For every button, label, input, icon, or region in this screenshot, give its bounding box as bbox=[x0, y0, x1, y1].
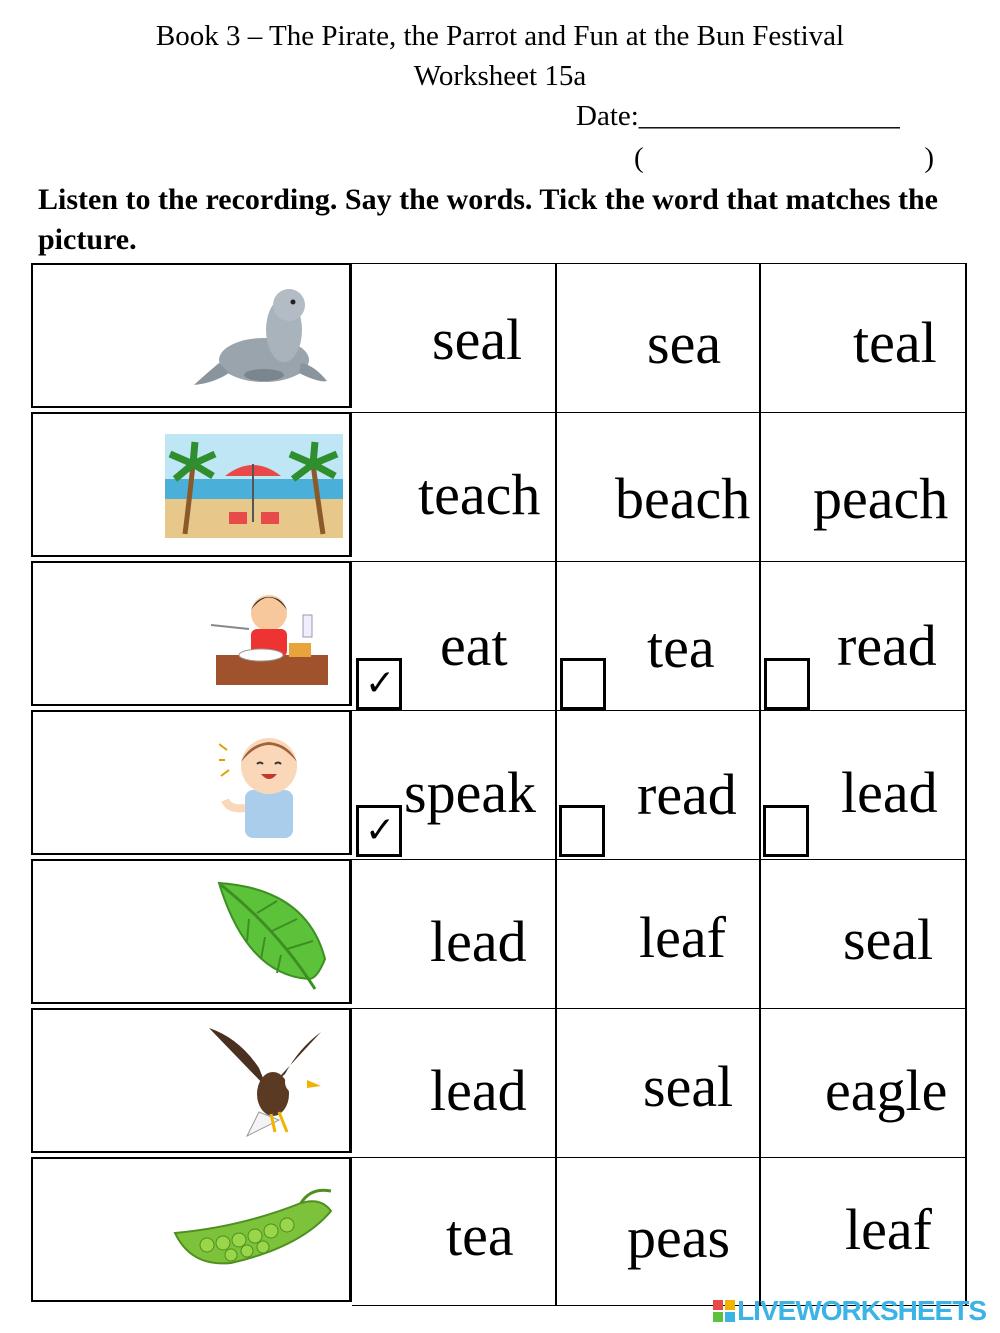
word-option[interactable]: read bbox=[637, 762, 737, 827]
date-field[interactable]: Date:__________________ bbox=[576, 100, 900, 132]
word-cell[interactable] bbox=[761, 263, 967, 412]
word-cell[interactable] bbox=[557, 710, 761, 859]
word-cell[interactable] bbox=[352, 1008, 557, 1157]
boy-speaking-picture bbox=[31, 710, 352, 855]
boy-eating-picture bbox=[31, 561, 352, 706]
grid-row bbox=[31, 1008, 969, 1157]
peas-icon bbox=[171, 1187, 339, 1273]
leaf-icon bbox=[217, 879, 327, 995]
grid-row bbox=[31, 561, 969, 710]
word-option[interactable]: leaf bbox=[639, 905, 726, 970]
word-cell[interactable] bbox=[352, 859, 557, 1008]
grid-row bbox=[31, 263, 969, 412]
boy-eating-icon bbox=[211, 585, 331, 689]
leaf-picture bbox=[31, 859, 352, 1004]
liveworksheets-watermark bbox=[713, 1295, 986, 1327]
word-cell[interactable] bbox=[761, 1157, 967, 1306]
grid-row bbox=[31, 859, 969, 1008]
word-cell[interactable] bbox=[557, 263, 761, 412]
instructions: Listen to the recording. Say the words. Tick the word that matches the picture. bbox=[38, 183, 938, 256]
tick-mark: ✓ bbox=[365, 810, 396, 851]
word-option[interactable]: lead bbox=[841, 760, 938, 825]
word-option[interactable]: eat bbox=[440, 613, 508, 678]
word-cell[interactable] bbox=[352, 561, 557, 710]
paren-open: ( bbox=[634, 142, 644, 174]
word-option[interactable]: seal bbox=[643, 1054, 734, 1119]
word-option[interactable]: sea bbox=[647, 311, 722, 376]
eagle-picture bbox=[31, 1008, 352, 1153]
seal-icon bbox=[189, 285, 329, 395]
word-cell[interactable] bbox=[761, 1008, 967, 1157]
word-option[interactable]: tea bbox=[647, 615, 715, 680]
word-option[interactable]: tea bbox=[446, 1203, 514, 1268]
word-cell[interactable] bbox=[557, 859, 761, 1008]
word-cell[interactable] bbox=[557, 1157, 761, 1306]
beach-picture bbox=[31, 412, 352, 557]
word-option[interactable]: peach bbox=[813, 466, 949, 531]
word-cell[interactable] bbox=[557, 561, 761, 710]
tick-checkbox[interactable] bbox=[356, 805, 402, 857]
word-option[interactable]: lead bbox=[430, 1058, 527, 1123]
word-cell[interactable] bbox=[557, 1008, 761, 1157]
tick-checkbox[interactable] bbox=[763, 805, 809, 857]
tick-checkbox[interactable] bbox=[764, 658, 810, 710]
name-field[interactable] bbox=[634, 142, 934, 175]
word-option[interactable]: seal bbox=[843, 907, 934, 972]
tick-mark: ✓ bbox=[365, 663, 396, 704]
tick-checkbox[interactable] bbox=[559, 805, 605, 857]
beach-icon bbox=[165, 434, 343, 538]
word-cell[interactable] bbox=[761, 561, 967, 710]
word-option[interactable]: leaf bbox=[845, 1197, 932, 1262]
word-cell[interactable] bbox=[761, 412, 967, 561]
word-option[interactable]: teach bbox=[418, 462, 541, 527]
liveworksheets-logo-icon bbox=[713, 1300, 735, 1322]
word-cell[interactable] bbox=[557, 412, 761, 561]
word-option[interactable]: beach bbox=[615, 466, 751, 531]
eagle-icon bbox=[209, 1028, 327, 1138]
paren-close: ) bbox=[924, 142, 934, 174]
worksheet-title: Book 3 – The Pirate, the Parrot and Fun at the Bun Festival bbox=[155, 20, 845, 52]
word-cell[interactable] bbox=[352, 412, 557, 561]
word-option[interactable]: eagle bbox=[825, 1058, 948, 1123]
word-cell[interactable] bbox=[352, 710, 557, 859]
peas-picture bbox=[31, 1157, 352, 1302]
word-cell[interactable] bbox=[761, 710, 967, 859]
worksheet-subtitle: Worksheet 15a bbox=[413, 60, 587, 92]
word-option[interactable]: teal bbox=[853, 310, 937, 375]
word-cell[interactable] bbox=[352, 1157, 557, 1306]
grid-row bbox=[31, 412, 969, 561]
word-option[interactable]: read bbox=[837, 613, 937, 678]
watermark-text: LIVEWORKSHEETS bbox=[737, 1295, 986, 1326]
word-cell[interactable] bbox=[761, 859, 967, 1008]
tick-checkbox[interactable] bbox=[356, 658, 402, 710]
boy-speaking-icon bbox=[219, 728, 309, 840]
word-option[interactable]: speak bbox=[404, 760, 537, 825]
word-option[interactable]: lead bbox=[430, 909, 527, 974]
word-option[interactable]: seal bbox=[432, 307, 523, 372]
seal-picture bbox=[31, 263, 352, 408]
grid-row bbox=[31, 710, 969, 859]
grid-row bbox=[31, 1157, 969, 1306]
word-grid bbox=[31, 263, 969, 1308]
tick-checkbox[interactable] bbox=[560, 658, 606, 710]
word-cell[interactable] bbox=[352, 263, 557, 412]
word-option[interactable]: peas bbox=[627, 1205, 731, 1270]
